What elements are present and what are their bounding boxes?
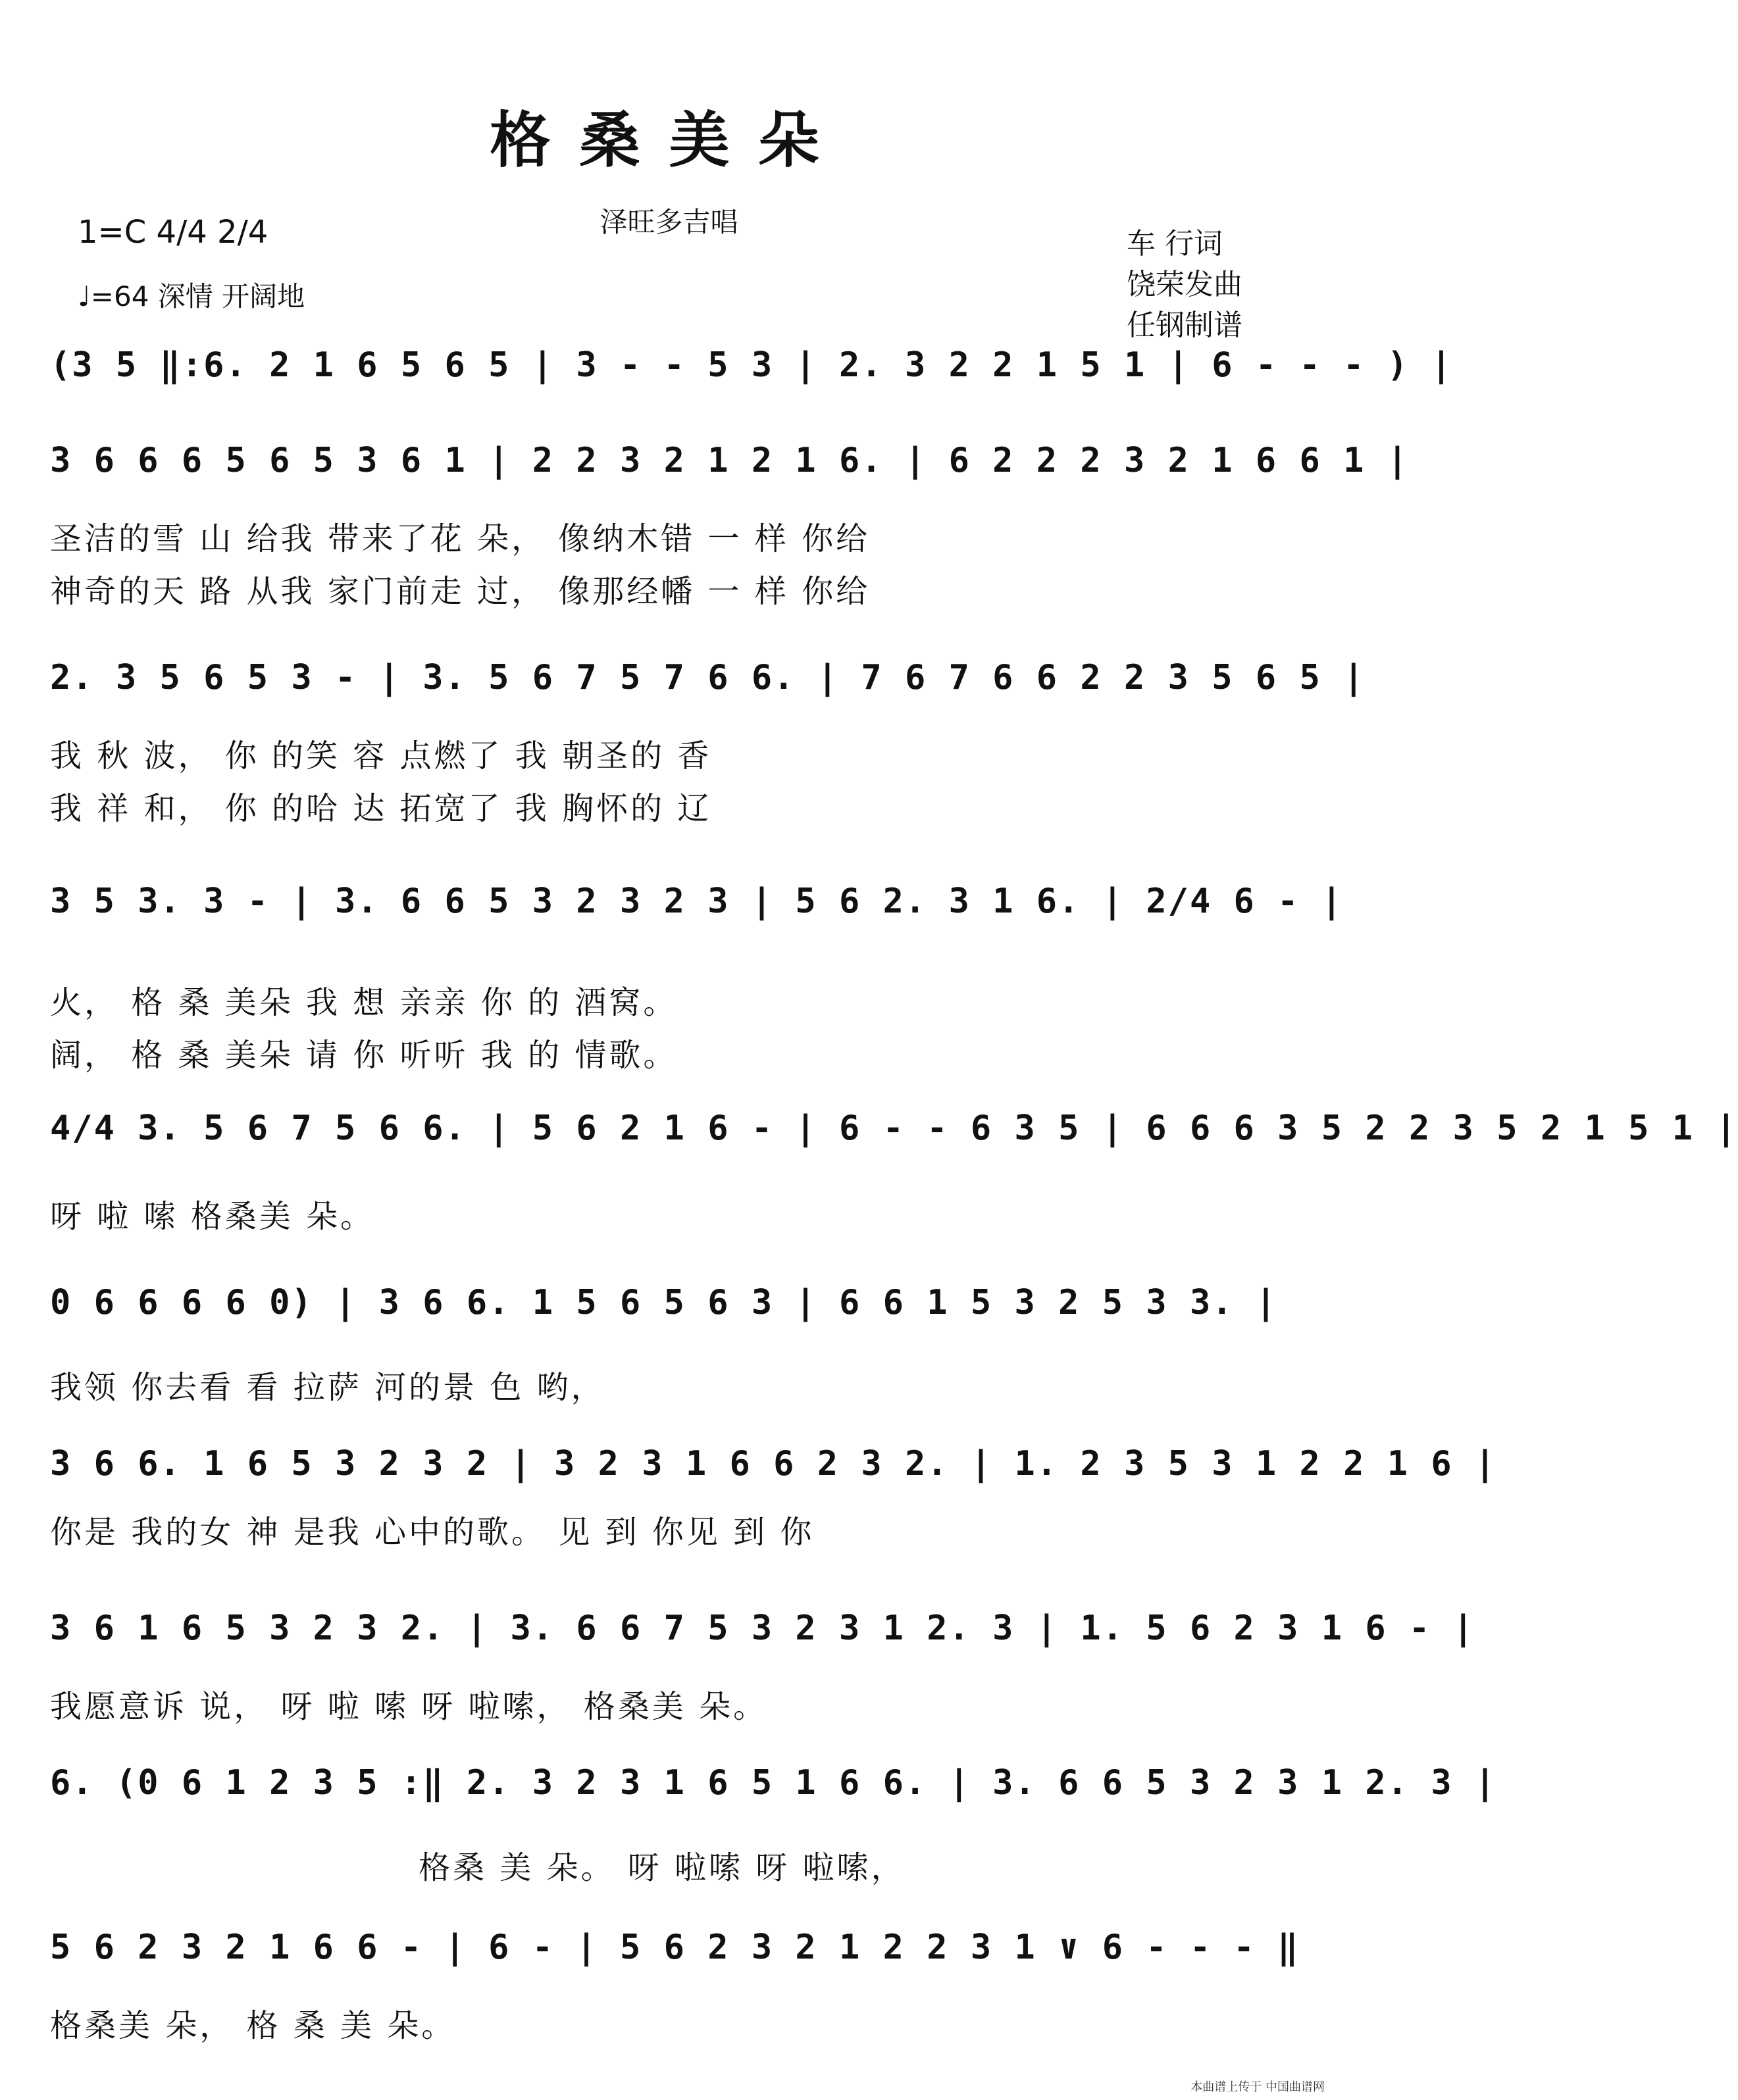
notation-row: 6. (0 6 1 2 3 5 :‖ 2. 3 2 3 1 6 5 1 6 6. | 3. 6 6 5 3 2 3 1 2. 3 | xyxy=(50,1763,1497,1803)
notation-row: 4/4 3. 5 6 7 5 6 6. | 5 6 2 1 6 - | 6 - - 6 3 5 | 6 6 6 3 5 2 2 3 5 2 1 5 1 | xyxy=(50,1109,1738,1148)
notation-row: (3 5 ‖:6. 2 1 6 5 6 5 | 3 - - 5 3 | 2. 3 2 2 1 5 1 | 6 - - - ) | xyxy=(50,345,1453,385)
score-line xyxy=(50,1609,1475,1725)
composer-credit: 饶荣发曲 xyxy=(1127,268,1242,301)
score-line xyxy=(50,1444,1497,1551)
lyric-verse-1: 圣洁的雪 山 给我 带来了花 朵， 像纳木错 一 样 你给 xyxy=(50,520,871,557)
lyric-verse-1: 我领 你去看 看 拉萨 河的景 色 哟， xyxy=(50,1369,605,1406)
author-credits xyxy=(1127,224,1242,346)
score-line xyxy=(50,1283,1300,1406)
singer-credit: 泽旺多吉唱 xyxy=(600,206,738,238)
lyric-verse-2: 我 祥 和， 你 的哈 达 拓宽了 我 胸怀的 辽 xyxy=(50,790,712,827)
score-line xyxy=(50,1109,1738,1235)
notation-row: 3 6 6 6 5 6 5 3 6 1 | 2 2 3 2 1 2 1 6. | 6 2 2 2 3 2 1 6 6 1 | xyxy=(50,441,1410,480)
notation-row: 0 6 6 6 6 0) | 3 6 6. 1 5 6 5 6 3 | 6 6 1 5 3 2 5 3 3. | xyxy=(50,1283,1278,1322)
notation-row: 5 6 2 3 2 1 6 6 - | 6 - | 5 6 2 3 2 1 2 2 3 1 ∨ 6 - - - ‖ xyxy=(50,1928,1300,1967)
lyric-verse-1: 你是 我的女 神 是我 心中的歌。 见 到 你见 到 你 xyxy=(50,1514,815,1551)
score-line xyxy=(50,345,1453,405)
song-title: 格桑美朵 xyxy=(490,105,848,176)
score-line xyxy=(50,1928,1300,2044)
lyric-verse-1: 我 秋 波， 你 的笑 容 点燃了 我 朝圣的 香 xyxy=(50,738,712,774)
key-signature: 1=C 4/4 2/4 xyxy=(78,214,268,251)
notation-row: 3 6 1 6 5 3 2 3 2. | 3. 6 6 7 5 3 2 3 1 2. 3 | 1. 5 6 2 3 1 6 - | xyxy=(50,1609,1475,1648)
score-line xyxy=(50,441,1410,610)
lyric-verse-1: 火， 格 桑 美朵 我 想 亲亲 你 的 酒窝。 xyxy=(50,984,678,1021)
lyric-verse-1: 格桑美 朵， 格 桑 美 朵。 xyxy=(50,2007,456,2044)
score-line xyxy=(50,658,1366,827)
notation-row: 3 5 3. 3 - | 3. 6 6 5 3 2 3 2 3 | 5 6 2. 3 1 6. | 2/4 6 - | xyxy=(50,882,1344,921)
notation-row: 3 6 6. 1 6 5 3 2 3 2 | 3 2 3 1 6 6 2 3 2. | 1. 2 3 5 3 1 2 2 1 6 | xyxy=(50,1444,1497,1484)
lyric-verse-1: 格桑 美 朵。 呀 啦嗦 呀 啦嗦， xyxy=(419,1849,906,1886)
lyric-verse-1: 我愿意诉 说， 呀 啦 嗦 呀 啦嗦， 格桑美 朵。 xyxy=(50,1688,768,1725)
tempo-marking: ♩=64 深情 开阔地 xyxy=(78,280,305,312)
lyric-verse-2: 神奇的天 路 从我 家门前走 过， 像那经幡 一 样 你给 xyxy=(50,573,871,610)
transcriber-credit: 任钢制谱 xyxy=(1127,309,1242,342)
source-watermark: 本曲谱上传于 中国曲谱网 xyxy=(1190,2080,1325,2094)
lyric-verse-2: 阔， 格 桑 美朵 请 你 听听 我 的 情歌。 xyxy=(50,1037,678,1074)
score-line xyxy=(50,882,1344,1074)
lyricist-credit: 车 行词 xyxy=(1127,227,1223,261)
score-line xyxy=(50,1763,1497,1886)
lyric-verse-1: 呀 啦 嗦 格桑美 朵。 xyxy=(50,1198,375,1235)
notation-row: 2. 3 5 6 5 3 - | 3. 5 6 7 5 7 6 6. | 7 6 7 6 6 2 2 3 5 6 5 | xyxy=(50,658,1366,697)
